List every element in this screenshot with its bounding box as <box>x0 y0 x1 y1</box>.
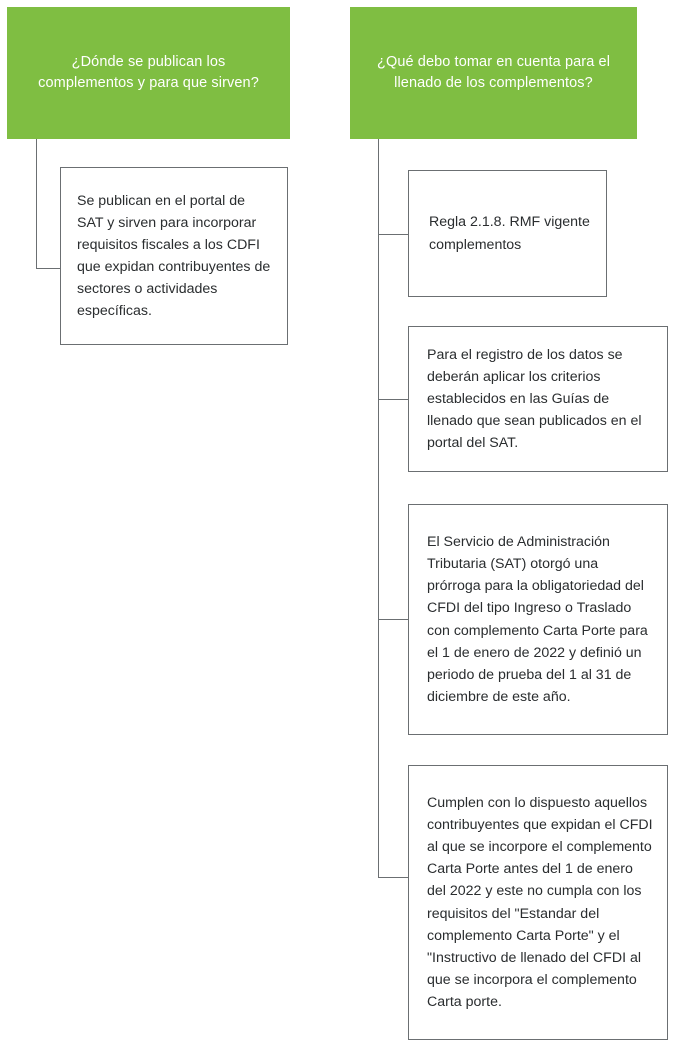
content-node-right-4-text: Cumplen con lo dispuesto aquellos contribuyentes que expidan el CFDI al que se incorpore el complemento Carta Porte antes del 1 de enero del 2022 y este no cumpla con los requisitos del "Estandar del complemento Carta Porte" y el "Instructivo de llenado del CFDI al que se incorpora el complemento Carta porte. <box>427 794 653 1011</box>
content-node-right-2 <box>408 326 668 472</box>
content-node-right-3 <box>408 504 668 735</box>
connector-right-branch-3 <box>378 619 409 620</box>
header-node-left-label: ¿Dónde se publican los complementos y para que sirven? <box>38 53 259 91</box>
connector-left-trunk <box>36 139 37 269</box>
content-node-left-1 <box>60 167 288 345</box>
content-node-right-4 <box>408 765 668 1040</box>
connector-right-branch-4 <box>378 877 409 878</box>
connector-right-trunk <box>378 139 379 878</box>
content-node-left-1-text: Se publican en el portal de SAT y sirven para incorporar requisitos fiscales a los CDFI que expidan contribuyentes de sectores o actividades específicas. <box>77 192 271 320</box>
header-node-right <box>350 7 637 139</box>
header-node-right-label: ¿Qué debo tomar en cuenta para el llenado de los complementos? <box>376 53 611 91</box>
content-node-right-1 <box>408 170 607 297</box>
connector-left-branch-1 <box>36 268 61 269</box>
header-node-left <box>7 7 290 139</box>
content-node-right-2-text: Para el registro de los datos se deberán aplicar los criterios establecidos en las Guías de llenado que sean publicados en el portal del SAT. <box>427 346 642 452</box>
content-node-right-3-text: El Servicio de Administración Tributaria (SAT) otorgó una prórroga para la obligatoriedad del CFDI del tipo Ingreso o Traslado con complemento Carta Porte para el 1 de enero de 2022 y definió un periodo de prueba del 1 al 31 de diciembre de este año. <box>427 533 648 705</box>
connector-right-branch-1 <box>378 234 409 235</box>
content-node-right-1-text: Regla 2.1.8. RMF vigente complementos <box>429 214 590 253</box>
connector-right-branch-2 <box>378 399 409 400</box>
